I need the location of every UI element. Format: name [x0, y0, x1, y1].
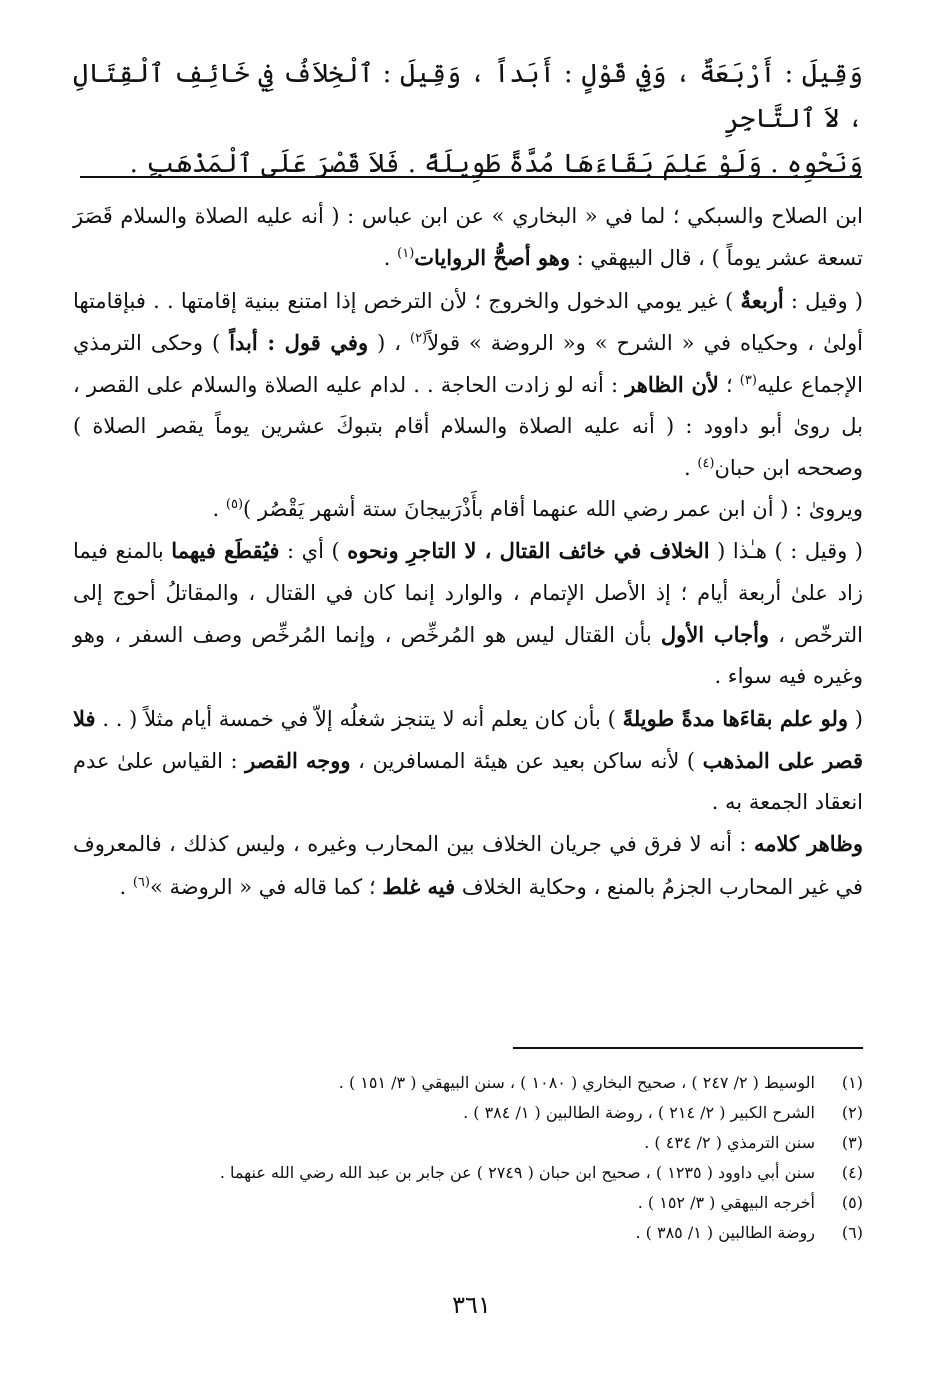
commentary-text: [73, 196, 863, 908]
text-run: ( وقيل :: [783, 288, 863, 313]
footnote: [73, 1098, 863, 1128]
footnote: [73, 1068, 863, 1098]
bold-run: وأجاب الأول: [660, 621, 770, 647]
bold-run: الخلاف في خائف القتال ، لا التاجرِ ونحوه: [347, 538, 710, 564]
bold-run: لأن الظاهر: [625, 372, 719, 398]
text-run: : أنه لو زادت الحاجة . . لدام عليه الصلاة والسلام على القصر ، بل روىٰ أبو داوود : ( أنه عليه الصلاة والسلام أقام بتبوكَ عشرين يوماً يقصر الصلاة ) وصححه ابن حبان: [73, 373, 863, 480]
bold-run: فيه غلط: [382, 873, 456, 899]
text-run: ) غير يومي الدخول والخروج ؛ لأن الترخص إذا امتنع ببنية إقامتها . . فبإقامتها أولىٰ ، وحكياه في « الشرح » و« الروضة » قولاً: [73, 288, 863, 355]
text-run: ؛ كما قاله في « الروضة »: [149, 874, 383, 899]
footnote: [73, 1218, 863, 1248]
footnote: [73, 1158, 863, 1188]
main-text-line: وَنَحْوِهِ . وَلَوْ عَلِمَ بَقَاءَهَا مُدَّةً طَوِيلَةً . فَلاَ قَصْرَ عَلَى ٱلْمَذْهَبِ .: [129, 149, 863, 179]
footnote-number: (٤): [841, 1163, 863, 1182]
bold-run: وفي قول : أبداً: [229, 329, 369, 355]
footnote-text: سنن أبي داوود ( ١٢٣٥ ) ، صحيح ابن حبان ( ٢٧٤٩ ) عن جابر بن عبد الله رضي الله عنهما .: [219, 1163, 815, 1182]
footnote-text: روضة الطالبين ( ١/ ٣٨٥ ) .: [635, 1223, 815, 1242]
main-text: [73, 52, 863, 187]
text-run: .: [212, 497, 226, 522]
text-run: ) أي :: [279, 539, 348, 564]
bold-run: فيُقطَع فيهما: [171, 538, 280, 564]
text-run: ، (: [368, 330, 410, 355]
commentary-paragraph: [73, 698, 863, 824]
text-run: .: [119, 874, 133, 899]
bold-run: أربعةٌ: [740, 287, 784, 313]
text-run: .: [383, 246, 398, 271]
commentary-paragraph: [73, 530, 863, 697]
footnote-number: (٥): [841, 1193, 863, 1212]
text-run: (: [848, 706, 864, 731]
commentary-paragraph: [73, 489, 863, 530]
footnote-rule: [513, 1047, 863, 1049]
text-run: .: [684, 455, 698, 480]
footnote-text: أخرجه البيهقي ( ٣/ ١٥٢ ) .: [637, 1193, 815, 1212]
text-run: ( وقيل : ) هـٰذا (: [709, 539, 863, 564]
commentary-paragraph: [73, 280, 863, 489]
footnote-ref: (٢): [409, 330, 428, 346]
footnote-ref: (١): [397, 246, 415, 262]
text-run: : أنه لا فرق في جريان الخلاف بين المحارب وغيره ، وليس كذلك ، فالمعروف في غير المحارب الجزمُ بالمنع ، وحكاية الخلاف: [73, 832, 863, 899]
footnote: [73, 1188, 863, 1218]
footnotes: [73, 1068, 863, 1248]
commentary-paragraph: [73, 196, 863, 280]
footnote-text: سنن الترمذي ( ٢/ ٤٣٤ ) .: [644, 1133, 815, 1152]
bold-run: ولو علم بقاءَها مدةً طويلةً: [622, 705, 849, 731]
main-text-line: وَقِيلَ : أَرْبَعَةٌ ، وَفِي قَوْلٍ : أَبَداً ، وَقِيلَ : ٱلْخِلاَفُ فِي خَائِفِ ٱلْقِتَالِ ، لاَ ٱلتَّاجِرِ: [73, 59, 863, 134]
footnote-number: (٢): [841, 1103, 863, 1122]
separator-rule: [80, 176, 862, 178]
text-run: ) لأنه ساكن بعيد عن هيئة المسافرين ،: [350, 748, 703, 773]
footnote-ref: (٦): [132, 874, 150, 890]
footnote: [73, 1128, 863, 1158]
footnote-number: (٦): [841, 1223, 863, 1242]
text-run: بالمنع فيما زاد علىٰ أربعة أيام ؛ إذ الأصل الإتمام ، والوارد إنما كان في القتال ، والمقاتلُ أحوج إلى الترخّص ،: [73, 539, 863, 647]
text-run: بأن القتال ليس هو المُرخِّص ، وإنما المُرخِّص وصف السفر ، وهو وغيره فيه سواء .: [73, 622, 863, 689]
bold-run: وظاهر كلامه: [753, 831, 863, 857]
footnote-number: (١): [841, 1073, 863, 1092]
footnote-text: الشرح الكبير ( ٢/ ٢١٤ ) ، روضة الطالبين ( ١/ ٣٨٤ ) .: [463, 1103, 815, 1122]
bold-run: وهو أصحُّ الروايات: [414, 245, 570, 271]
text-run: ) بأن كان يعلم أنه لا يتنجز شغلُه إلاّ في خمسة أيام مثلاً ( . .: [95, 706, 623, 731]
bold-run: ووجه القصر: [245, 747, 351, 773]
text-run: ) وحكى الترمذي الإجماع عليه: [73, 330, 863, 398]
page-number: ٣٦١: [452, 1291, 491, 1319]
footnote-ref: (٤): [697, 455, 715, 471]
footnote-ref: (٣): [739, 373, 757, 389]
text-run: ويروىٰ : ( أن ابن عمر رضي الله عنهما أقام بأَذْرَبيجانَ ستة أشهر يَقْصُر ): [243, 497, 863, 522]
bold-run: فلا قصر على المذهب: [73, 705, 864, 773]
footnote-number: (٣): [841, 1133, 863, 1152]
text-run: ؛: [718, 373, 740, 398]
text-run: : القياس علىٰ عدم انعقاد الجمعة به .: [73, 748, 863, 815]
footnote-text: الوسيط ( ٢/ ٢٤٧ ) ، صحيح البخاري ( ١٠٨٠ ) ، سنن البيهقي ( ٣/ ١٥١ ) .: [338, 1073, 815, 1092]
text-run: ابن الصلاح والسبكي ؛ لما في « البخاري » عن ابن عباس : ( أنه عليه الصلاة والسلام قَصَرَ تسعة عشر يوماً ) ، قال البيهقي :: [73, 204, 863, 271]
commentary-paragraph: [73, 823, 863, 908]
footnote-ref: (٥): [225, 497, 244, 513]
